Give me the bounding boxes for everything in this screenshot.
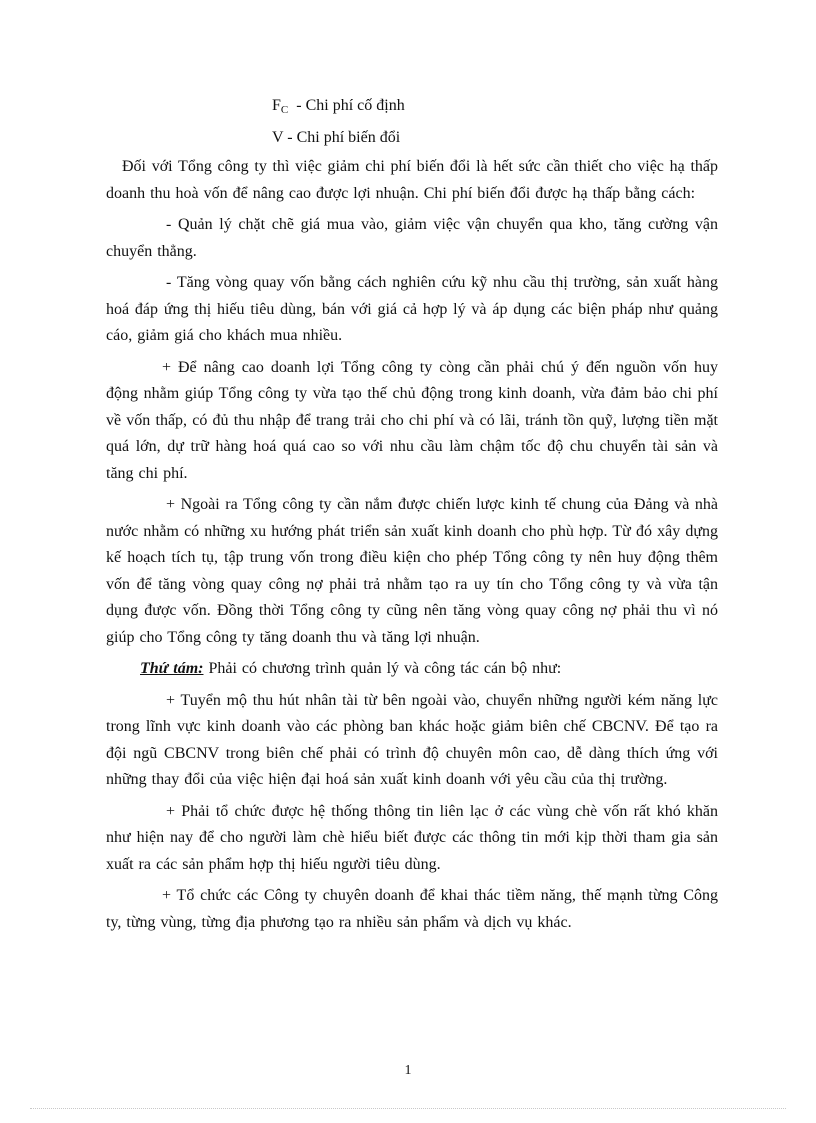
paragraph: - Quản lý chặt chẽ giá mua vào, giảm việc vận chuyển qua kho, tăng cường vận chuyển thẳng.	[106, 216, 718, 260]
page-number: 1	[404, 1063, 412, 1078]
paragraph: + Tổ chức các Công ty chuyên doanh để khai thác tiềm năng, thế mạnh từng Công ty, từng vùng, từng địa phương tạo ra nhiều sản phẩm và dịch vụ khác.	[106, 887, 718, 931]
document-body	[106, 92, 718, 941]
paragraph: + Tuyển mộ thu hút nhân tài từ bên ngoài vào, chuyển những người kém năng lực trong lĩnh vực kinh doanh vào các phòng ban khác hoặc giảm biên chế CBCNV. Để tạo ra đội ngũ CBCNV trong biên chế phải có trình độ chuyên môn cao, dễ dàng thích ứng với những thay đổi của việc hiện đại hoá sản xuất kinh doanh với yêu cầu của thị trường.	[106, 691, 718, 788]
symbol: F	[272, 97, 281, 114]
section-lead: Thứ tám:	[140, 660, 204, 677]
definition-fixed-cost	[272, 92, 718, 124]
definition-text: - Chi phí cố định	[288, 97, 405, 114]
paragraph: + Để nâng cao doanh lợi Tổng công ty còng cần phải chú ý đến nguồn vốn huy động nhằm giúp Tổng công ty vừa tạo thế chủ động trong kinh doanh, vừa đảm bảo chi phí về vốn thấp, có đủ thu nhập để trang trải cho chi phí và có lãi, tránh tồn quỹ, lượng tiền mặt quá lớn, dự trữ hàng hoá quá cao so với nhu cầu làm chậm tốc độ chu chuyển tài sản và tăng chi phí.	[106, 358, 718, 482]
symbol-subscript: C	[280, 104, 289, 116]
paragraph: - Tăng vòng quay vốn bằng cách nghiên cứu kỹ nhu cầu thị trường, sản xuất hàng hoá đáp ứng thị hiếu tiêu dùng, bán với giá cả hợp lý và áp dụng các biện pháp như quảng cáo, giảm giá cho khách mua nhiều.	[106, 274, 718, 344]
paragraph: Đối với Tổng công ty thì việc giảm chi phí biến đổi là hết sức cần thiết cho việc hạ thấp doanh thu hoà vốn để nâng cao được lợi nhuận. Chi phí biến đổi được hạ thấp bằng cách:	[106, 158, 718, 202]
section-heading-paragraph	[106, 656, 718, 683]
paragraph: + Ngoài ra Tổng công ty cần nắm được chiến lược kinh tế chung của Đảng và nhà nước nhằm có những xu hướng phát triển sản xuất kinh doanh cho phù hợp. Từ đó xây dựng kế hoạch tích tụ, tập trung vốn trong điều kiện cho phép Tổng công ty nên huy động thêm vốn để tăng vòng quay công nợ phải trả nhằm tạo ra uy tín cho Tổng công ty và vừa tận dụng được vốn. Đồng thời Tổng công ty cũng nên tăng vòng quay công nợ phải thu vì nó giúp cho Tổng công ty tăng doanh thu và tăng lợi nhuận.	[106, 496, 718, 646]
definition-text: V - Chi phí biến đổi	[272, 129, 401, 146]
page-border	[30, 1108, 786, 1109]
section-lead-text: Phải có chương trình quản lý và công tác cán bộ như:	[203, 660, 562, 677]
definition-variable-cost	[272, 124, 718, 152]
paragraph: + Phải tổ chức được hệ thống thông tin liên lạc ở các vùng chè vốn rất khó khăn như hiện nay để cho người làm chè hiểu biết được các thông tin mới kịp thời tham gia sản xuất ra các sản phẩm hợp thị hiếu người tiêu dùng.	[106, 802, 718, 873]
